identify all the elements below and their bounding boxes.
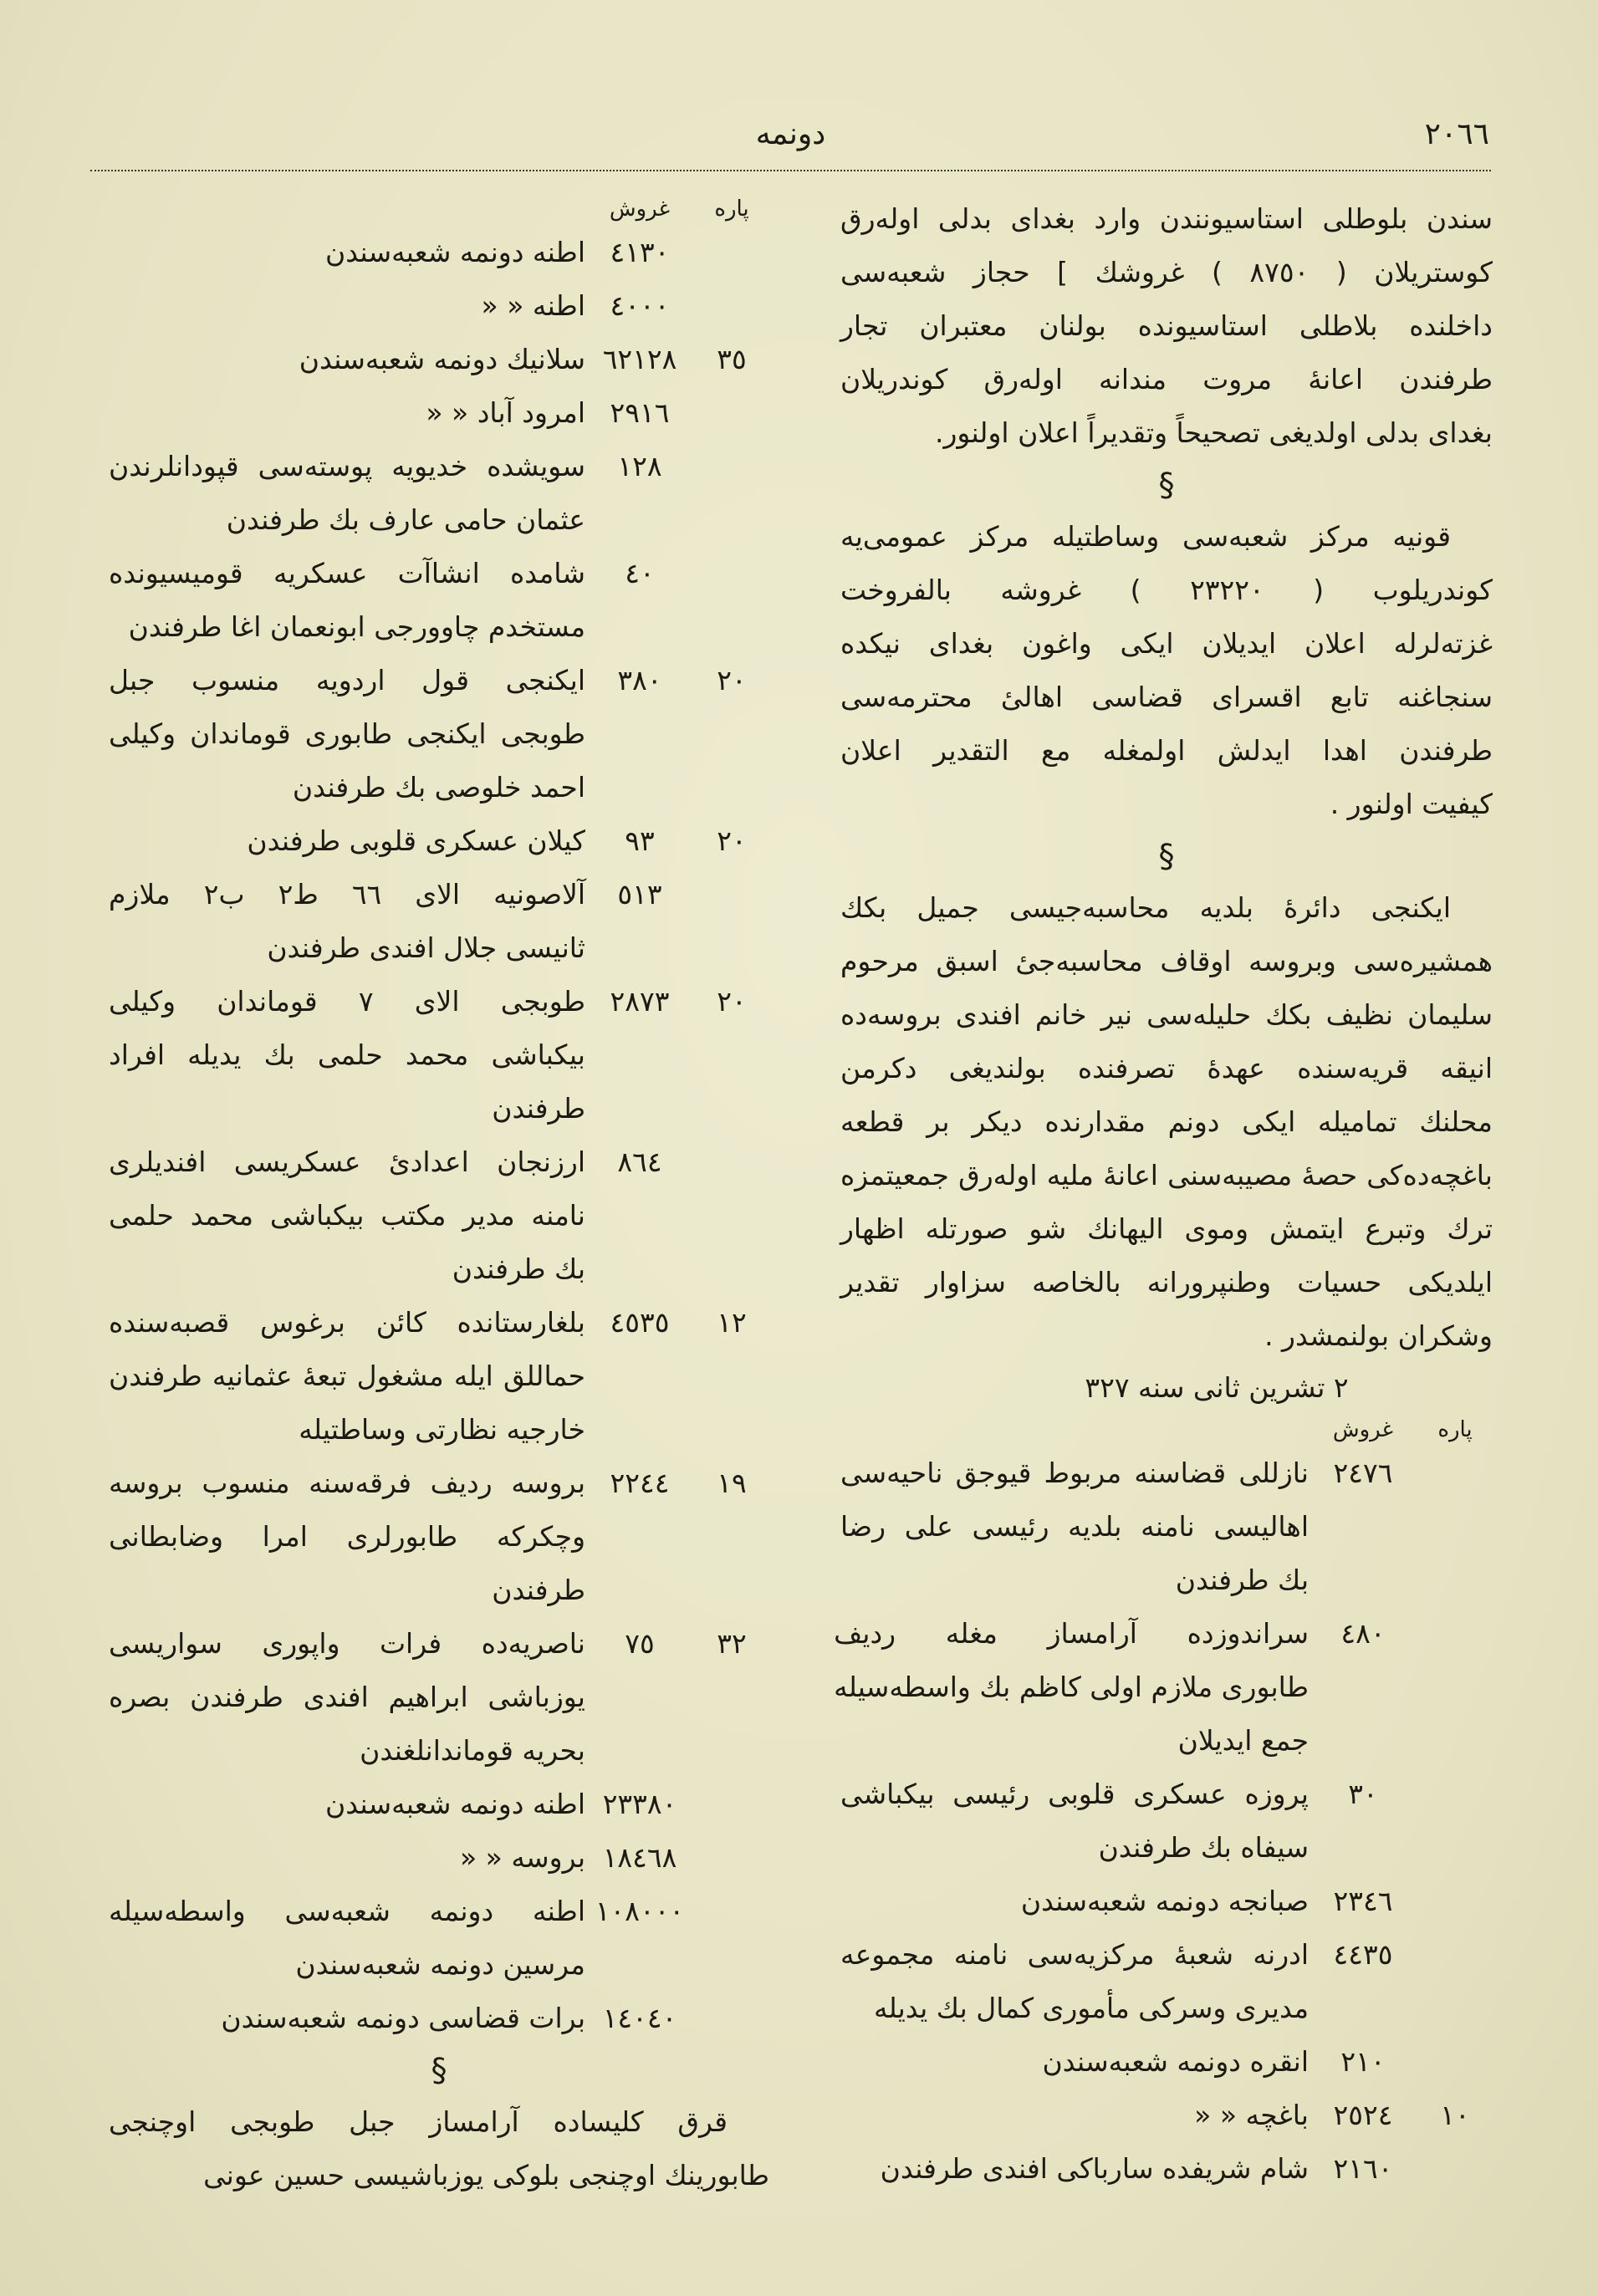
- donation-entry: [840, 1768, 1493, 1875]
- paragraph-line: وشکران بولنمشدر .: [1264, 1319, 1493, 1352]
- paragraph-line: ایلدیکی حسیات وطنپرورانه بالخاصه سزاوار تقدیر: [840, 1266, 1493, 1299]
- entry-kurus: ٥١٣: [617, 878, 662, 911]
- paragraph-line: ترك وتبرع ایتمش وموی الیهانك شو صورتله اظهار: [840, 1212, 1493, 1245]
- paragraph: [840, 510, 1493, 831]
- page-header: [92, 117, 1489, 159]
- donation-entry: [840, 1446, 1493, 1607]
- entry-para: ٢٠: [717, 985, 747, 1018]
- entry-description: [109, 975, 585, 1135]
- paragraph-line: سندن بلوطلی استاسیونندن وارد بغدای بدلی اوله‌رق: [840, 202, 1493, 235]
- entry-para: ٣٥: [717, 343, 747, 375]
- entry-line: نامنه مدیر مکتب بیکباشی محمد حلمی: [109, 1199, 585, 1232]
- page-number: ٢٠٦٦: [1424, 117, 1489, 151]
- entry-line: بك طرفندن: [1175, 1564, 1309, 1596]
- kurus-column-label: غروش: [609, 196, 671, 222]
- section-mark: §: [431, 2052, 447, 2089]
- entry-kurus: ٢١٠: [1340, 2045, 1386, 2078]
- entry-description: [840, 1446, 1309, 1607]
- section-mark: §: [1158, 838, 1175, 875]
- entry-line: اطنه دونمه شعبه‌سندن: [324, 236, 585, 268]
- entry-line: سراندوزده آرامساز مغله ردیف: [834, 1617, 1309, 1650]
- entry-kurus: ٦٢١٢٨: [602, 343, 677, 375]
- donation-entry: [109, 279, 769, 333]
- entry-description: [109, 226, 585, 279]
- entry-line: نازللی قضاسنه مربوط قیوجق ناحیه‌سی: [840, 1457, 1309, 1489]
- entry-kurus: ١٠٨٠٠٠: [595, 1895, 685, 1927]
- paragraph-line: کوندریلوب ( ٢٣٢٢٠ ) غروشه بالفروخت: [840, 574, 1493, 606]
- donation-entry: [109, 1135, 769, 1296]
- entry-para: ٣٢: [717, 1627, 747, 1660]
- entry-line: طرفندن: [492, 1574, 585, 1606]
- entry-line: اطنه « «: [481, 289, 585, 322]
- entry-line: بك طرفندن: [452, 1253, 585, 1285]
- entry-description: [840, 2089, 1309, 2142]
- entry-line: بروسه « «: [459, 1841, 585, 1874]
- entry-line: اطنه دونمه شعبه‌سی واسطه‌سیله: [109, 1895, 585, 1927]
- donation-entry: [840, 2035, 1493, 2089]
- right-column: [834, 192, 1493, 2196]
- paragraph: [109, 2095, 769, 2202]
- donation-entry: [109, 386, 769, 440]
- entry-line: کیلان عسکری قلوبی طرفندن: [247, 824, 585, 857]
- paragraph: [840, 192, 1493, 460]
- entry-description: [109, 386, 585, 440]
- entry-description: [840, 2035, 1309, 2089]
- paragraph-line: انیقه قریه‌سنده عهدهٔ تصرفنده بولندیغی دکرمن: [840, 1052, 1493, 1084]
- entry-kurus: ٢٣٣٨٠: [602, 1788, 677, 1820]
- entry-line: سویشده خدیویه پوسته‌سی قپودانلرندن: [109, 450, 585, 482]
- entry-line: مدیری وسرکی مأموری کمال بك یدیله: [873, 1992, 1309, 2024]
- entry-description: [834, 1607, 1309, 1768]
- entry-description: [840, 1875, 1309, 1928]
- entry-line: شامده انشاآت عسکریه قومیسیونده: [109, 557, 585, 589]
- kurus-column-label: غروش: [1332, 1417, 1394, 1442]
- paragraph-line: قرق کلیساده آرامساز جبل طوبجی اوچنجی: [109, 2105, 728, 2138]
- entry-line: ارزنجان اعدادیٔ عسکریسی افندیلری: [109, 1145, 585, 1178]
- entry-para: ٢٠: [717, 824, 747, 857]
- donation-entry: [109, 975, 769, 1135]
- entry-line: ایکنجی قول اردویه منسوب جبل: [109, 664, 585, 696]
- donation-entry: [840, 1875, 1493, 1928]
- entry-kurus: ١٢٨: [617, 450, 662, 482]
- donation-entry: [109, 1457, 769, 1617]
- entry-description: [109, 1778, 585, 1831]
- donation-entry: [109, 868, 769, 975]
- paragraph-line: قونیه مرکز شعبه‌سی وساطتیله مرکز عمومی‌یه: [840, 520, 1451, 553]
- donation-entry: [109, 1992, 769, 2045]
- entry-line: سلانیك دونمه شعبه‌سندن: [299, 343, 585, 375]
- entry-description: [109, 333, 585, 386]
- entry-kurus: ٢٩١٦: [610, 396, 670, 429]
- entry-line: مرسین دونمه شعبه‌سندن: [295, 1948, 585, 1981]
- entry-description: [109, 868, 585, 975]
- entry-kurus: ٤٠: [625, 557, 655, 589]
- entry-description: [109, 1885, 585, 1992]
- donation-entry: [109, 1885, 769, 1992]
- entry-description: [109, 279, 585, 333]
- entries-column-header: [109, 192, 769, 226]
- entry-line: بیکباشی محمد حلمی بك یدیله افراد: [109, 1038, 585, 1071]
- entry-kurus: ٣٠: [1348, 1778, 1378, 1810]
- donation-entry: [109, 547, 769, 654]
- paragraph: [840, 881, 1493, 1363]
- header-rule: [90, 170, 1491, 171]
- entry-kurus: ٨٦٤: [617, 1145, 662, 1178]
- entry-line: طرفندن: [492, 1092, 585, 1125]
- entry-description: [109, 1617, 585, 1778]
- entry-line: وچکرکه طابورلری امرا وضابطانی: [109, 1520, 585, 1553]
- donation-entry: [834, 1607, 1493, 1768]
- entry-kurus: ٢٤٧٦: [1333, 1457, 1393, 1489]
- entry-line: اطنه دونمه شعبه‌سندن: [324, 1788, 585, 1820]
- entry-line: بروسه ردیف فرقه‌سنه منسوب بروسه: [109, 1467, 585, 1499]
- entry-line: جمع ایدیلان: [1177, 1724, 1309, 1757]
- entry-description: [840, 1768, 1309, 1875]
- donation-entry: [109, 1617, 769, 1778]
- paragraph-line: بغدای بدلی اولدیغی تصحیحاً وتقدیراً اعلان اولنور.: [934, 416, 1493, 449]
- section-mark: §: [1158, 467, 1175, 503]
- entry-description: [840, 2142, 1309, 2196]
- paragraph-line: ایکنجی دائرهٔ بلدیه محاسبه‌جیسی جمیل بکك: [840, 891, 1451, 924]
- entry-description: [109, 440, 585, 547]
- para-column-label: پاره: [1437, 1417, 1473, 1442]
- entry-para: ١٠: [1440, 2099, 1470, 2131]
- entry-kurus: ٢٣٤٦: [1333, 1885, 1393, 1917]
- donation-entry: [109, 1831, 769, 1885]
- entry-line: امرود آباد « «: [426, 396, 585, 429]
- entry-kurus: ٤٤٣٥: [1333, 1938, 1393, 1971]
- entry-description: [109, 1831, 585, 1885]
- paragraph-line: طابورینك اوچنجی بلوکی یوزباشیسی حسین عونی: [203, 2159, 769, 2191]
- entry-line: اهالیسی نامنه بلدیه رئیسی علی رضا: [840, 1510, 1309, 1543]
- entry-line: یوزباشی ابراهیم افندی طرفندن بصره: [109, 1681, 585, 1713]
- donation-entry: [840, 2142, 1493, 2196]
- paragraph-line: سنجاغنه تابع اقسرای قضاسی اهالیٔ محترمه‌سی: [840, 681, 1493, 713]
- entry-line: بحریه قوماندانلغندن: [360, 1734, 585, 1767]
- donation-entry: [840, 1928, 1493, 2035]
- donation-entry: [109, 654, 769, 814]
- entry-description: [109, 1457, 585, 1617]
- entry-line: برات قضاسی دونمه شعبه‌سندن: [221, 2002, 585, 2034]
- donation-entry: [840, 2089, 1493, 2142]
- entry-para: ٢٠: [717, 664, 747, 696]
- entry-kurus: ٢٥٢٤: [1333, 2099, 1393, 2131]
- entry-description: [109, 654, 585, 814]
- entry-kurus: ٣٨٠: [617, 664, 662, 696]
- entry-line: باغچه « «: [1194, 2099, 1309, 2131]
- entry-line: ثانیسی جلال افندی طرفندن: [267, 931, 585, 964]
- entry-description: [109, 547, 585, 654]
- entry-kurus: ٩٣: [625, 824, 655, 857]
- entry-para: ١٩: [717, 1467, 747, 1499]
- paragraph-line: داخلنده بلاطلی استاسیونده بولنان معتبران تجار: [840, 309, 1493, 342]
- paragraph-line: محلنك تمامیله ایکی دونم مقدارنده دیکر بر قطعه: [840, 1105, 1493, 1138]
- paragraph-line: همشیره‌سی وبروسه اوقاف محاسبه‌جیٔ اسبق مرحوم: [840, 945, 1493, 977]
- paragraph-line: سلیمان نظیف بکك حلیله‌سی نیر خانم افندی بروسه‌ده: [840, 998, 1493, 1031]
- entry-kurus: ٤٥٣٥: [610, 1306, 670, 1339]
- entry-line: انقره دونمه شعبه‌سندن: [1042, 2045, 1309, 2078]
- entry-line: ناصریه‌ده فرات واپوری سواریسی: [109, 1627, 585, 1660]
- entry-description: [840, 1928, 1309, 2035]
- entry-description: [109, 1135, 585, 1296]
- entry-line: آلاصونیه الای ٦٦ ط٢ ب٢ ملازم: [109, 878, 585, 911]
- entry-line: شام شریفده سارباکی افندی طرفندن: [880, 2152, 1309, 2185]
- entry-kurus: ٤٠٠٠: [610, 289, 670, 322]
- paragraph-line: کوستریلان ( ٨٧٥٠ ) غروشك ] حجاز شعبه‌سی: [840, 256, 1493, 288]
- donation-entry: [109, 440, 769, 547]
- paragraph-line: کیفیت اولنور .: [1330, 788, 1493, 820]
- entry-kurus: ٤١٣٠: [610, 236, 670, 268]
- entry-description: [109, 814, 585, 868]
- entry-line: عثمان حامی عارف بك طرفندن: [226, 503, 585, 536]
- entry-kurus: ١٨٤٦٨: [602, 1841, 677, 1874]
- entries-column-header: [840, 1413, 1493, 1446]
- entry-kurus: ٢٢٤٤: [610, 1467, 670, 1499]
- entry-description: [109, 1296, 585, 1457]
- paragraph-line: طرفندن اعانهٔ مروت مندانه اوله‌رق کوندریلان: [840, 363, 1493, 395]
- paragraph-line: باغچه‌ده‌کی حصهٔ مصیبه‌سنی اعانهٔ ملیه اوله‌رق جمعیتمزه: [840, 1159, 1493, 1191]
- donation-entry: [109, 1778, 769, 1831]
- entry-line: احمد خلوصی بك طرفندن: [292, 771, 585, 804]
- entry-line: ادرنه شعبهٔ مرکزیه‌سی نامنه مجموعه: [840, 1938, 1309, 1971]
- entry-line: طوبجی الای ٧ قوماندان وکیلی: [109, 985, 586, 1018]
- donation-entry: [109, 814, 769, 868]
- running-title: دونمه: [755, 117, 826, 151]
- entry-kurus: ٢٨٧٣: [610, 985, 670, 1018]
- entry-line: مستخدم چاوورجی ابونعمان اغا طرفندن: [128, 610, 585, 643]
- entry-kurus: ١٤٠٤٠: [602, 2002, 677, 2034]
- donation-entry: [109, 226, 769, 279]
- entry-description: [109, 1992, 585, 2045]
- entry-kurus: ٤٨٠: [1340, 1617, 1386, 1650]
- para-column-label: پاره: [714, 196, 749, 222]
- entry-line: طابوری ملازم اولی کاظم بك واسطه‌سیله: [834, 1671, 1309, 1703]
- entry-line: حماللق ایله مشغول تبعهٔ عثمانیه طرفندن: [109, 1360, 585, 1392]
- paragraph-line: طرفندن اهدا ایدلش اولمغله مع التقدیر اعلان: [840, 734, 1493, 767]
- entry-line: طوبجی ایکنجی طابوری قوماندان وکیلی: [109, 717, 585, 750]
- entry-para: ١٢: [717, 1306, 747, 1339]
- entry-line: پروزه عسکری قلوبی رئیسی بیکباشی: [840, 1778, 1309, 1810]
- donation-entry: [109, 1296, 769, 1457]
- entry-line: صبانجه دونمه شعبه‌سندن: [1020, 1885, 1309, 1917]
- entry-kurus: ٢١٦٠: [1333, 2152, 1393, 2185]
- entry-kurus: ٧٥: [625, 1627, 655, 1660]
- entry-line: خارجیه نظارتی وساطتیله: [299, 1413, 585, 1446]
- entry-line: سیفاه بك طرفندن: [1098, 1831, 1309, 1864]
- donation-entry: [109, 333, 769, 386]
- paragraph-line: غزته‌لرله اعلان ایدیلان ایکی واغون بغدای نیکده: [840, 627, 1493, 660]
- date-line: ٢ تشرین ثانی سنه ٣٢٧: [1085, 1371, 1349, 1404]
- entry-line: بلغارستانده کائن برغوس قصبه‌سنده: [109, 1306, 585, 1339]
- left-column: [109, 192, 769, 2202]
